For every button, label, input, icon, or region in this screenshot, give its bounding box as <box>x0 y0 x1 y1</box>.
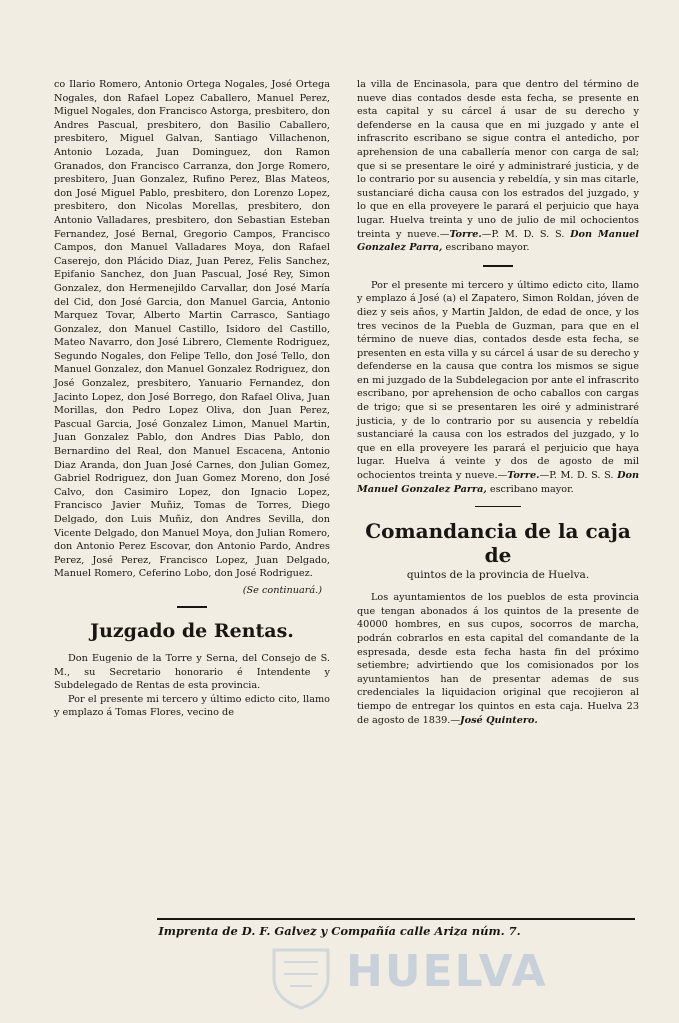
watermark-text: HUELVA <box>346 946 548 997</box>
signature-parra-2: Don Manuel Gonzalez Parra, <box>357 470 639 495</box>
juzgado-heading: Juzgado de Rentas. <box>90 619 294 642</box>
signature-role: escribano mayor. <box>445 242 530 254</box>
right-column <box>357 78 639 727</box>
juzgado-intro: Don Eugenio de la Torre y Serna, del Consejo de S. M., su Secretario honorario é Intendente y Subdelegado de Rentas de esta provincia. <box>54 652 330 692</box>
juzgado-edict-start: Por el presente mi tercero y último edicto cito, llamo y emplazo á Tomas Flores, vecino de <box>54 693 330 719</box>
watermark-shield-icon <box>268 944 334 1010</box>
continues-note: (Se continuará.) <box>242 584 322 596</box>
signature-torre: Torre. <box>449 228 482 240</box>
comandancia-subheading: quintos de la provincia de Huelva. <box>406 569 590 582</box>
comandancia-heading: Comandancia de la caja de <box>365 519 631 568</box>
section-divider-2 <box>475 506 521 507</box>
signature-quintero: José Quintero. <box>460 714 538 726</box>
left-column <box>54 78 330 720</box>
comandancia-text: Los ayuntamientos de los pueblos de esta provincia que tengan abonados á los quintos de la presente de 40000 hombres, en sus cupos, socorros de marcha, podrán cobrarlos en esta capital del comandante de la espresada, desde esta fecha hasta fin del próximo setiembre; advirtiendo que los comisionados por los ayuntamientos han de presentar ademas de sus credenciales la liquidacion original que recojieron al tiempo de entregar los quintos en esta caja. Huelva 23 de agosto de 1839.— <box>357 592 639 726</box>
comandancia-notice <box>357 591 639 727</box>
signature-role-2: escribano mayor. <box>489 483 574 495</box>
edict-encinasola <box>357 78 639 255</box>
signature-parra: Don Manuel Gonzalez Parra, <box>357 228 639 254</box>
edict-puebla-text: Por el presente mi tercero y último edicto cito, llamo y emplazo á José (a) el Zapatero, Simon Roldan, jóven de diez y seis años, y Martin Jaldon, de edad de once, y los tres vecinos de la Puebla de Guzman, para que en el término de nueve dias, contados desde esta fecha, se presenten en esta villa y su cárcel á usar de su derecho y defenderse en la causa que contra los mismos se sigue en mi juzgado de la Subdelegacion por ante el infrascrito escribano, por aprehension de ocho caballos con cargas de trigo; que si se presentaren les oiré y administraré justicia, y de lo contrario por su ausencia y rebeldía sustanciaré la causa con los estrados del juzgado, y lo que en ella proveyere les parará el perjuicio que haya lugar. Huelva á veinte y dos de agosto de mil ochocientos treinta y nueve.— <box>357 279 639 482</box>
section-divider <box>177 606 207 608</box>
signature-pmdss: —P. M. D. S. S. <box>481 228 565 240</box>
edict-divider <box>483 265 513 267</box>
footer-rule <box>157 918 635 920</box>
name-list-paragraph: co Ilario Romero, Antonio Ortega Nogales, José Ortega Nogales, don Rafael Lopez Caballero, Manuel Perez, Miguel Nogales, don Francisco Astorga, presbitero, don Andres Pascual, presbitero, don Basilio Caballero, presbitero, Miguel Galvan, Santiago Villachenon, Antonio Lozada, Juan Dominguez, don Ramon Granados, don Francisco Carranza, don Jorge Romero, presbitero, Juan Gonzalez, Rufino Perez, Blas Mateos, don José Miguel Pablo, presbitero, don Lorenzo Lopez, presbitero, don Nicolas Morellas, presbitero, don Antonio Valladares, presbitero, don Sebastian Esteban Fernandez, José Bernal, Gregorio Campos, Francisco Campos, don Manuel Valladares Moya, don Rafael Caserejo, don Plácido Diaz, Juan Perez, Felis Sanchez, Epifanio Sanchez, don Juan Pascual, José Rey, Simon Gonzalez, don Hermenejildo Carvallar, don José María del Cid, don José Garcia, don Manuel Garcia, Antonio Marquez Tovar, Alberto Martin Carrasco, Santiago Gonzalez, don Manuel Castillo, Isidoro del Castillo, Mateo Navarro, don José Librero, Clemente Rodriguez, Segundo Nogales, don Felipe Tello, don José Tello, don Manuel Gonzalez, don Manuel Gonzalez Rodriguez, don José Gonzalez, presbitero, Yanuario Fernandez, don Jacinto Lopez, don José Borrego, don Rafael Oliva, Juan Morillas, don Pedro Lopez Oliva, don Juan Perez, Pascual Garcia, José Gonzalez Limon, Manuel Martin, Juan Gonzalez Pablo, don Andres Dias Pablo, don Bernardino del Real, don Manuel Escacena, Antonio Diaz Aranda, don Juan José Carnes, don Julian Gomez, Gabriel Rodriguez, don Juan Gomez Moreno, don José Calvo, don Casimiro Lopez, don Ignacio Lopez, Francisco Javier Muñiz, Tomas de Torres, Diego Delgado, don Luis Muñiz, don Andres Sevilla, don Vicente Delgado, don Manuel Moya, don Julian Romero, don Antonio Perez Escovar, don Antonio Pardo, Andres Perez, José Perez, Francisco Lopez, Juan Delgado, Manuel Romero, Ceferino Lobo, don José Rodriguez. <box>54 79 330 580</box>
signature-torre-2: Torre. <box>507 470 540 482</box>
signature-pmdss-2: —P. M. D. S. S. <box>539 470 614 482</box>
edict-puebla-guzman <box>357 279 639 497</box>
imprint-line: Imprenta de D. F. Galvez y Compañía calle Ariza núm. 7. <box>158 924 521 938</box>
edict-encinasola-text: la villa de Encinasola, para que dentro del término de nueve dias contados desde esta fecha, se presente en esta capital y su cárcel á usar de su derecho y defenderse en la causa que en mi juzgado y ante el infrascrito escribano se sigue contra el antedicho, por aprehension de una caballería menor con carga de sal; que si se presentare le oiré y administraré justicia, y de lo contrario por su ausencia y rebeldía, y sin mas citarle, sustanciaré dicha causa con los estrados del juzgado, y lo que en ella proveyere le parará el perjuicio que haya lugar. Huelva treinta y uno de julio de mil ochocientos treinta y nueve.— <box>357 79 639 240</box>
